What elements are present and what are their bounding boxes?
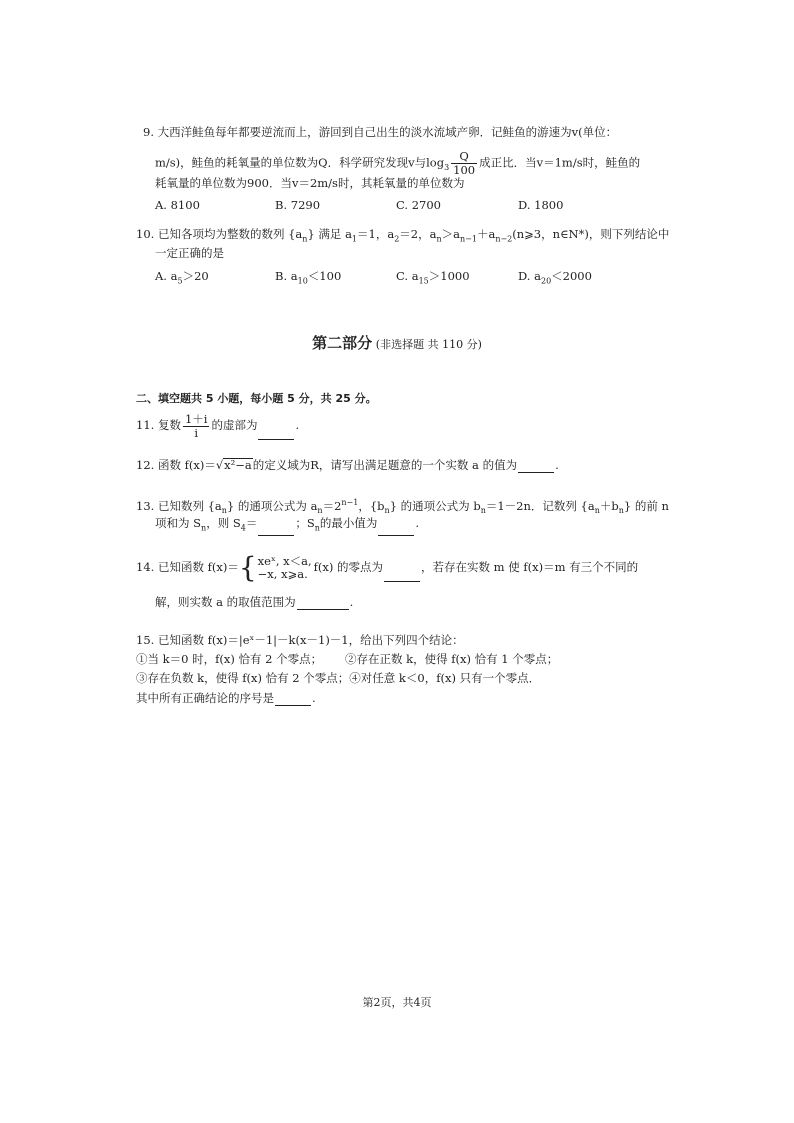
q9-fraction: $\frac{Q}{100}$ (453, 149, 476, 177)
q9-line2: m/s)，鲑鱼的耗氧量的单位数为Q．科学研究发现v与$\log_3$ $\frac{Q}{100}$ 成正比．当v＝1m/s时，鲑鱼的 (155, 149, 641, 177)
q9-option-a: A. 8100 (155, 198, 200, 212)
q12-answer-blank[interactable] (518, 460, 554, 473)
q10-option-c: C. $a_{15}>1000$ (396, 269, 470, 286)
q12-line: 12. 函数 f(x)＝√x²−a的定义域为R，请写出满足题意的一个实数 a 的值为 . (136, 458, 559, 472)
q14-cases: xeˣ, x＜a, −x, x⩾a. (257, 554, 312, 581)
q15-conclusions-3-4: ③存在负数 k，使得 f(x) 恰有 2 个零点；④对任意 k＜0，f(x) 只有一个零点． (136, 671, 541, 685)
brace-symbol: { (238, 551, 257, 584)
part2-title: 第二部分 (非选择题 共 110 分) (312, 334, 482, 352)
q14-line1: 14. 已知函数 f(x)＝{ xeˣ, x＜a, −x, x⩾a. f(x) 的零点为 ，若存在实数 m 使 f(x)＝m 有三个不同的 (136, 551, 639, 584)
q10-line1: 10. 已知各项均为整数的数列 $\{a_n\}$ 满足 $a_1=1$，$a_2=2$，$a_n>a_{n-1}+a_{n-2}(n⩾3$，n∈N*)，则下列结论中 (136, 227, 670, 244)
q14-answer-blank-1[interactable] (384, 569, 420, 582)
q10-option-d: D. $a_{20}<2000$ (518, 269, 592, 286)
q10-line2: 一定正确的是 (155, 246, 224, 260)
q9-option-c: C. 2700 (396, 198, 441, 212)
q13-line1: 13. 已知数列 $\{a_n\}$ 的通项公式为 $a_n=2^{n-1}$，$\{b_n\}$ 的通项公式为 $b_n=1-2n$．记数列 $\{a_n+b_n\}$ 的前 n (136, 498, 669, 516)
q9-line3: 耗氧量的单位数为900．当v＝2m/s时，其耗氧量的单位数为 (155, 176, 465, 190)
q9-option-d: D. 1800 (518, 198, 564, 212)
q15-answer-blank[interactable] (275, 693, 311, 706)
q10-option-a: A. $a_5>20$ (155, 269, 209, 286)
q9-line1: 9. 大西洋鲑鱼每年都要逆流而上，游回到自己出生的淡水流域产卵．记鲑鱼的游速为v(单位： (143, 125, 618, 139)
q15-conclusion-2: ②存在正数 k，使得 f(x) 恰有 1 个零点； (345, 652, 559, 666)
q15-conclusion-1: ①当 k＝0 时，f(x) 恰有 2 个零点； (136, 652, 323, 666)
q11-line: 11. 复数 $\frac{1+i}{i}$ 的虚部为 . (136, 411, 300, 440)
page-footer: 第2页，共4页 (362, 996, 432, 1009)
q15-line4: 其中所有正确结论的序号是 . (136, 691, 316, 705)
q13-answer-blank-1[interactable] (258, 523, 294, 536)
q13-line2: 项和为 $S_n$，则 $S_4=$ ；$S_n$的最小值为 . (155, 515, 419, 536)
q9-option-b: B. 7290 (275, 198, 321, 212)
q13-answer-blank-2[interactable] (378, 523, 414, 536)
q14-line2: 解，则实数 a 的取值范围为 . (155, 595, 354, 609)
section2-heading: 二、填空题共 5 小题，每小题 5 分，共 25 分。 (136, 392, 377, 405)
q11-fraction: $\frac{1+i}{i}$ (184, 411, 208, 440)
q15-line1: 15. 已知函数 f(x)＝|eˣ－1|－k(x－1)－1，给出下列四个结论： (136, 633, 464, 647)
q10-option-b: B. $a_{10}<100$ (275, 269, 342, 286)
q11-answer-blank[interactable] (258, 427, 294, 440)
sqrt-symbol: √ (215, 458, 224, 472)
q14-answer-blank-2[interactable] (297, 597, 349, 610)
